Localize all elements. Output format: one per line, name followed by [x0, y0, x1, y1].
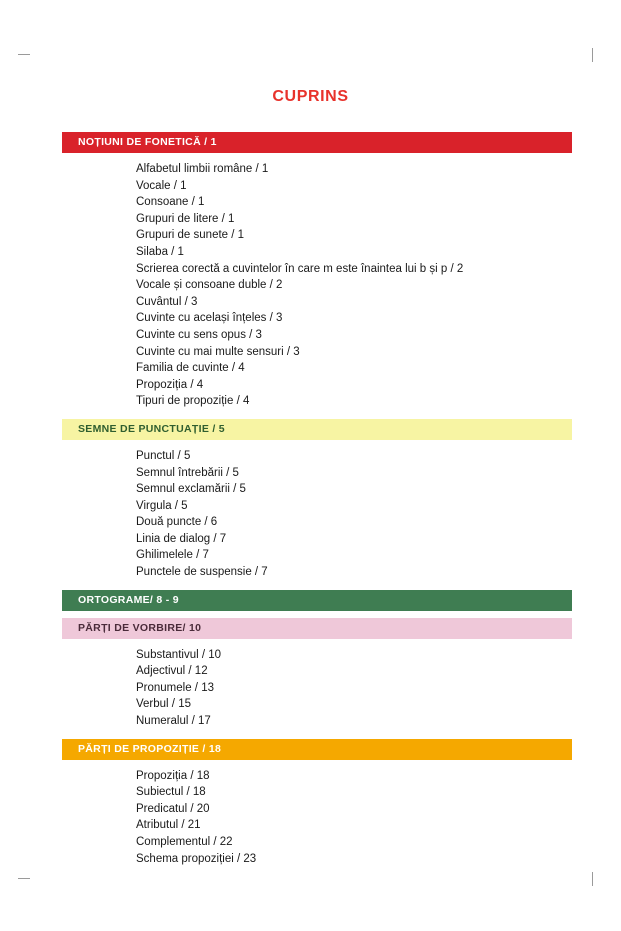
toc-entry: Propoziția / 4 [136, 378, 204, 391]
toc-entry: Semnul întrebării / 5 [136, 466, 239, 479]
toc-entry: Ghilimelele / 7 [136, 549, 209, 562]
crop-mark-bottom-left [18, 878, 30, 879]
toc-entry: Semnul exclamării / 5 [136, 483, 246, 496]
table-of-contents [62, 132, 572, 867]
toc-entry: Pronumele / 13 [136, 681, 214, 694]
section-heading-parti-de-vorbire: PĂRȚI DE VORBIRE/ 10 [62, 618, 572, 639]
page-title: CUPRINS [272, 88, 349, 105]
toc-entry: Punctul / 5 [136, 449, 191, 462]
toc-entry: Verbul / 15 [136, 698, 191, 711]
toc-entry: Linia de dialog / 7 [136, 532, 227, 545]
spacer [62, 730, 572, 739]
toc-entry: Predicatul / 20 [136, 802, 210, 815]
spacer [62, 410, 572, 419]
toc-entry: Punctele de suspensie / 7 [136, 566, 268, 579]
section-entries-parti-de-vorbire [62, 639, 572, 730]
toc-entry: Adjectivul / 12 [136, 665, 208, 678]
section-entries-punctuatie [62, 440, 572, 581]
toc-entry: Subiectul / 18 [136, 786, 206, 799]
section-heading-parti-de-propozitie: PĂRȚI DE PROPOZIȚIE / 18 [62, 739, 572, 760]
crop-mark-top-right [592, 48, 593, 62]
section-heading-fonetica: NOȚIUNI DE FONETICĂ / 1 [62, 132, 572, 153]
section-heading-ortograme: ORTOGRAME/ 8 - 9 [62, 590, 572, 611]
toc-entry: Silaba / 1 [136, 245, 184, 258]
crop-mark-bottom-right [592, 872, 593, 886]
spacer [62, 581, 572, 590]
spacer [62, 611, 572, 618]
toc-entry: Cuvântul / 3 [136, 295, 198, 308]
toc-entry: Complementul / 22 [136, 836, 233, 848]
crop-mark-top-left [18, 54, 30, 55]
toc-entry: Cuvinte cu sens opus / 3 [136, 328, 262, 341]
toc-entry: Schema propoziției / 23 [136, 852, 257, 865]
toc-entry: Cuvinte cu mai multe sensuri / 3 [136, 345, 300, 358]
toc-entry: Tipuri de propoziție / 4 [136, 395, 250, 408]
toc-entry: Substantivul / 10 [136, 648, 222, 661]
toc-entry: Grupuri de sunete / 1 [136, 229, 245, 242]
toc-entry: Două puncte / 6 [136, 516, 218, 529]
section-heading-punctuatie: SEMNE DE PUNCTUAȚIE / 5 [62, 419, 572, 440]
toc-entry: Familia de cuvinte / 4 [136, 362, 245, 375]
section-entries-parti-de-propozitie [62, 760, 572, 868]
toc-entry: Virgula / 5 [136, 499, 188, 512]
toc-entry: Numeralul / 17 [136, 715, 211, 728]
section-entries-fonetica [62, 153, 572, 410]
toc-entry: Grupuri de litere / 1 [136, 212, 235, 225]
toc-entry: Propoziția / 18 [136, 769, 210, 782]
toc-entry: Alfabetul limbii române / 1 [136, 163, 269, 175]
toc-entry: Consoane / 1 [136, 196, 205, 209]
toc-entry: Atributul / 21 [136, 819, 201, 832]
toc-entry: Vocale / 1 [136, 179, 187, 192]
toc-entry: Vocale și consoane duble / 2 [136, 279, 283, 292]
toc-entry: Scrierea corectă a cuvintelor în care m este înaintea lui b și p / 2 [136, 262, 464, 275]
toc-entry: Cuvinte cu același înțeles / 3 [136, 312, 283, 325]
